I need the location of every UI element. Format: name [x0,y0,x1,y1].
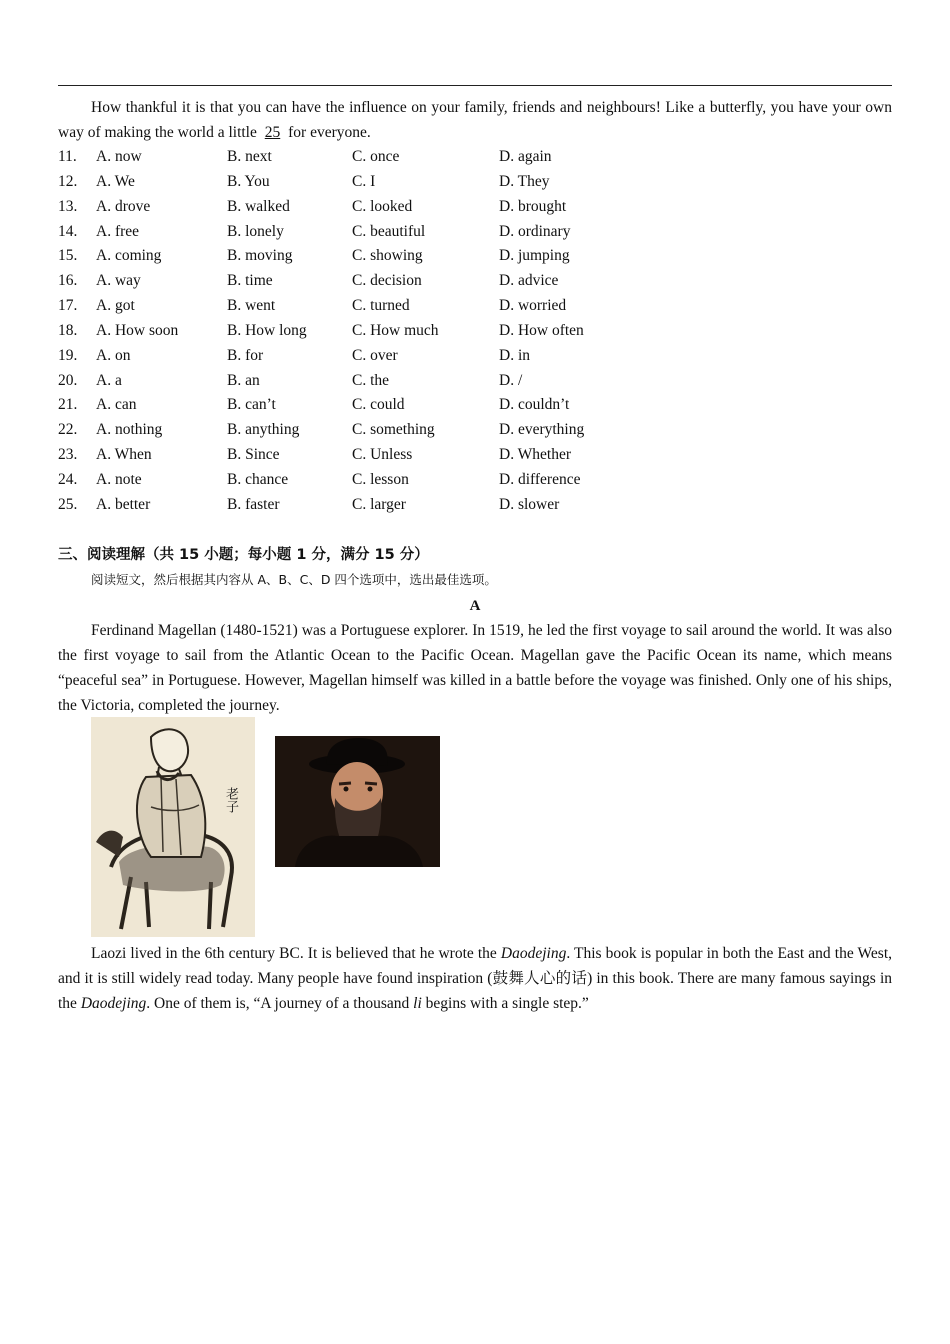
question-number: 24. [58,470,78,488]
option-b: B. Since [227,446,280,464]
question-number: 14. [58,222,78,240]
header-rule [58,85,892,86]
option-d: D. worried [499,297,567,315]
question-number: 16. [58,272,78,290]
option-d: D. They [499,172,550,190]
option-c: C. could [352,396,405,414]
option-c: C. beautiful [352,222,426,240]
option-a: A. better [96,495,151,513]
question-row [58,443,658,468]
option-c: C. showing [352,247,423,265]
option-b: B. next [227,148,272,165]
intro-paragraph: How thankful it is that you can have the influence on your family, friends and neighbours! Like a butterfly, you have your own way of making the world a little 25 for everyone. [58,99,892,141]
option-c: C. Unless [352,446,413,464]
question-row [58,468,658,493]
section-instruction: 阅读短文，然后根据其内容从 A、B、C、D 四个选项中，选出最佳选项。 [91,572,497,587]
question-number: 22. [58,421,78,439]
option-c: C. I [352,172,376,190]
option-a: A. free [96,222,140,240]
question-number: 17. [58,297,78,315]
option-d: D. Whether [499,446,572,464]
question-number: 19. [58,346,78,364]
option-a: A. way [96,272,141,290]
blank-25: 25 [264,124,281,141]
question-number: 21. [58,396,78,414]
option-a: A. coming [96,247,162,265]
option-b: B. moving [227,247,293,265]
option-c: C. turned [352,297,410,315]
option-b: B. can’t [227,396,276,414]
option-c: C. larger [352,495,406,513]
option-a: A. nothing [96,421,163,439]
option-d: D. / [499,371,523,389]
option-d: D. jumping [499,247,570,265]
question-row [58,393,658,418]
option-c: C. something [352,421,435,439]
option-a: A. got [96,297,135,315]
option-a: A. When [96,446,152,464]
question-row [58,269,658,294]
question-row [58,344,658,369]
laozi-caption: 老子 [223,787,238,813]
option-c: C. decision [352,272,422,290]
question-row [58,244,658,269]
option-d: D. difference [499,470,581,488]
question-row [58,369,658,394]
option-a: A. on [96,346,131,364]
option-b: B. chance [227,470,289,488]
question-number: 13. [58,197,78,215]
option-a: A. note [96,470,142,488]
option-c: C. once [352,148,400,165]
option-c: C. over [352,346,398,364]
question-row [58,418,658,443]
option-a: A. can [96,396,137,414]
magellan-portrait-icon [275,736,440,867]
option-a: A. We [96,172,135,190]
option-b: B. You [227,172,270,190]
passage-label: A [469,598,481,614]
option-d: D. advice [499,272,559,290]
option-b: B. faster [227,495,280,513]
question-number: 20. [58,371,78,389]
option-b: B. went [227,297,276,315]
laozi-drawing-icon [91,717,255,937]
option-b: B. an [227,371,260,389]
option-c: C. How much [352,321,439,339]
passage-magellan: Ferdinand Magellan (1480-1521) was a Portuguese explorer. In 1519, he led the first voyage to sail around the world. It was also the first voyage to sail from the Atlantic Ocean to the Pacific Ocean. Magellan gave the Pacific Ocean its name, which means “peaceful sea” in Portuguese. However, Magellan himself was killed in a battle before the voyage was finished. Only one of his ships, the Victoria, completed the journey. [58,622,892,714]
option-d: D. couldn’t [499,396,570,414]
option-a: A. a [96,371,122,389]
question-number: 15. [58,247,78,265]
option-c: C. the [352,371,390,389]
question-row [58,493,658,518]
question-row [58,220,658,245]
option-b: B. walked [227,197,290,215]
option-a: A. drove [96,197,151,215]
option-b: B. time [227,272,273,290]
question-row [58,170,658,195]
option-b: B. How long [227,321,307,339]
section-title: 三、阅读理解（共 15 小题；每小题 1 分，满分 15 分） [58,547,429,563]
question-row [58,195,658,220]
option-d: D. How often [499,321,584,339]
question-number: 11. [58,148,77,165]
passage-laozi: Laozi lived in the 6th century BC. It is believed that he wrote the Daodejing. This book is popular in both the East and the West, and it is still widely read today. Many people have found inspiration (鼓舞人心的话) in this book. There are many famous sayings in the Daodejing. One of them is, “A journey of a thousand li begins with a single step.” [58,945,892,1012]
option-b: B. for [227,346,264,364]
option-d: D. ordinary [499,222,571,240]
option-d: D. brought [499,197,567,215]
option-a: A. How soon [96,321,179,339]
question-row [58,294,658,319]
question-number: 18. [58,321,78,339]
option-d: D. in [499,346,530,364]
question-number: 23. [58,446,78,464]
options-list [58,145,658,518]
option-a: A. now [96,148,142,165]
magellan-portrait [275,736,440,867]
question-number: 25. [58,495,78,513]
option-c: C. lesson [352,470,409,488]
option-c: C. looked [352,197,413,215]
question-row [58,145,658,170]
laozi-illustration [91,717,255,937]
option-b: B. anything [227,421,300,439]
option-b: B. lonely [227,222,284,240]
option-d: D. slower [499,495,560,513]
option-d: D. again [499,148,552,165]
option-d: D. everything [499,421,585,439]
question-number: 12. [58,172,78,190]
question-row [58,319,658,344]
